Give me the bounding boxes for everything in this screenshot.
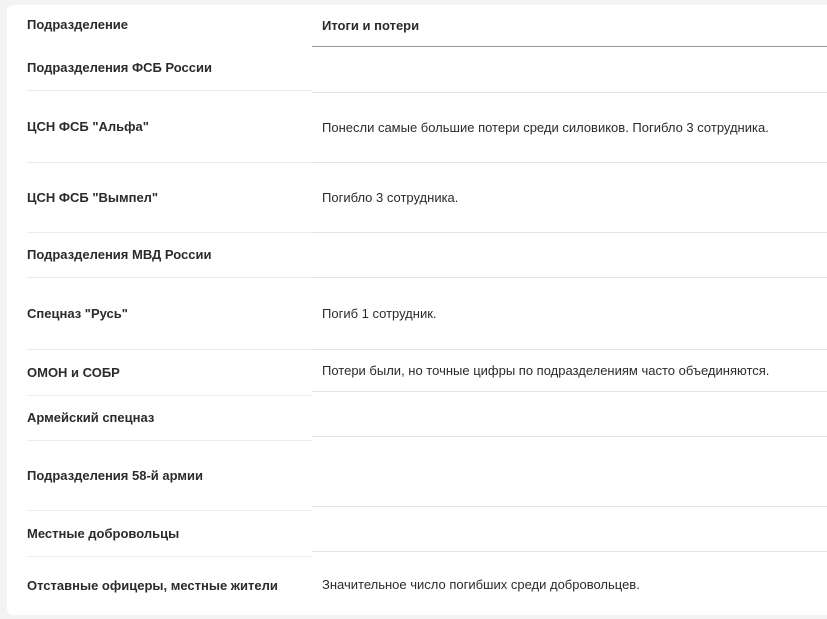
table-cell-unit: Местные добровольцы — [27, 511, 312, 557]
table-cell-unit: Армейский спецназ — [27, 396, 312, 441]
table-panel — [7, 5, 827, 615]
table-cell-unit: Спецназ "Русь" — [27, 278, 312, 350]
table-cell-unit: ЦСН ФСБ "Вымпел" — [27, 163, 312, 233]
table-cell-unit: Подразделения МВД России — [27, 233, 312, 278]
table-cell-results — [312, 233, 827, 278]
table-cell-results: Понесли самые большие потери среди силовиков. Погибло 3 сотрудника. — [312, 93, 827, 163]
table-cell-results: Погибло 3 сотрудника. — [312, 163, 827, 233]
table-cell-unit: ЦСН ФСБ "Альфа" — [27, 91, 312, 163]
table-cell-results: Потери были, но точные цифры по подразделениям часто объединяются. — [312, 350, 827, 392]
table-cell-results — [312, 437, 827, 507]
column-header-results: Итоги и потери — [312, 5, 827, 47]
table-cell-unit: Подразделения 58-й армии — [27, 441, 312, 511]
table-cell-results — [312, 47, 827, 93]
table-cell-results: Погиб 1 сотрудник. — [312, 278, 827, 350]
table-cell-unit: ОМОН и СОБР — [27, 350, 312, 396]
unit-column — [27, 5, 312, 615]
table-cell-unit: Отставные офицеры, местные жители — [27, 578, 278, 593]
column-header-unit: Подразделение — [27, 17, 129, 32]
results-column — [312, 5, 827, 617]
table-cell-results — [312, 507, 827, 552]
table-cell-unit: Подразделения ФСБ России — [27, 45, 312, 91]
table-cell-results: Значительное число погибших среди добровольцев. — [322, 576, 640, 592]
table-cell-results — [312, 392, 827, 437]
